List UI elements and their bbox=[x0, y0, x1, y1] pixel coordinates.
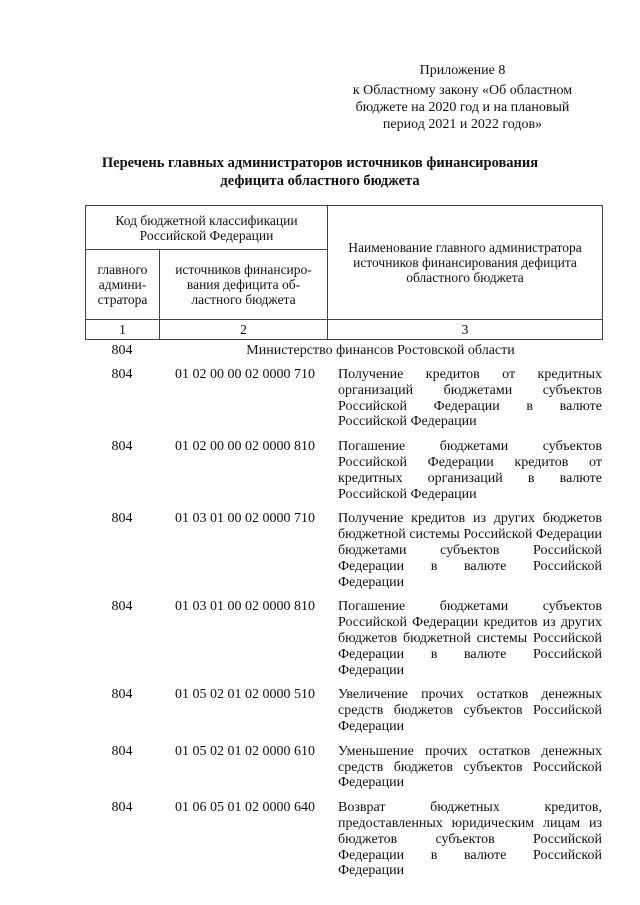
ministry-row bbox=[85, 343, 602, 359]
source-code: 01 03 01 00 02 0000 810 bbox=[175, 599, 315, 615]
header-sources-label: источников финансиро-вания дефицита об-ластного бюджета bbox=[175, 262, 312, 307]
ministry-name: Министерство финансов Ростовской области bbox=[246, 343, 515, 358]
source-name: Уменьшение прочих остатков денежных средств бюджетов субъектов Российской Федерации bbox=[338, 743, 602, 791]
document-title-line: дефицита областного бюджета bbox=[220, 173, 420, 189]
table-row bbox=[85, 687, 602, 734]
appendix-title: Приложение 8 bbox=[419, 63, 506, 78]
document-title-line: Перечень главных администраторов источников финансирования bbox=[101, 155, 539, 171]
header-sources-cell bbox=[160, 250, 328, 320]
source-name: Погашение бюджетами субъектов Российской Федерации кредитов из других бюджетов бюджетной системы Российской Федерации в валюте Российской Федерации bbox=[338, 599, 602, 678]
source-name: Увеличение прочих остатков денежных средств бюджетов субъектов Российской Федерации bbox=[338, 687, 602, 734]
table-row bbox=[85, 439, 602, 502]
source-name: Получение кредитов от кредитных организаций бюджетами субъектов Российской Федерации в валюте Российской Федерации bbox=[338, 367, 602, 430]
document-title bbox=[30, 154, 610, 190]
admin-code: 804 bbox=[111, 511, 133, 527]
admin-code: 804 bbox=[111, 743, 133, 759]
appendix-line: бюджете на 2020 год и на плановый bbox=[355, 100, 570, 115]
table-header bbox=[85, 205, 603, 340]
column-number: 3 bbox=[328, 320, 603, 340]
admin-code: 804 bbox=[111, 800, 133, 816]
source-code: 01 02 00 00 02 0000 810 bbox=[175, 439, 315, 455]
source-code: 01 02 00 00 02 0000 710 bbox=[175, 367, 315, 382]
table-row bbox=[85, 367, 602, 430]
admin-code: 804 bbox=[111, 439, 133, 455]
source-name: Получение кредитов из других бюджетов бюджетной системы Российской Федерации бюджетами субъектов Российской Федерации в валюте Российской Федерации bbox=[338, 511, 602, 590]
admin-code: 804 bbox=[111, 687, 133, 703]
admin-code: 804 bbox=[111, 367, 133, 382]
admin-code: 804 bbox=[111, 599, 133, 615]
table-row bbox=[85, 744, 602, 791]
column-number: 1 bbox=[86, 320, 160, 340]
header-name-label: Наименование главного администратора источников финансирования дефицита областного бюджета bbox=[348, 240, 582, 285]
table-row bbox=[85, 800, 602, 879]
source-name: Возврат бюджетных кредитов, предоставленных юридическим лицам из бюджетов субъектов Российской Федерации в валюте Российской Федерации bbox=[338, 800, 602, 879]
column-number: 2 bbox=[160, 320, 328, 340]
header-admin-cell bbox=[86, 250, 160, 320]
header-name-cell bbox=[328, 206, 603, 320]
header-group-cell bbox=[86, 206, 328, 250]
header-group-label: Код бюджетной классификации Российской Федерации bbox=[115, 212, 298, 243]
ministry-code: 804 bbox=[111, 343, 133, 358]
table-body bbox=[85, 343, 602, 888]
appendix-block bbox=[330, 62, 595, 133]
source-code: 01 05 02 01 02 0000 510 bbox=[175, 687, 315, 703]
source-code: 01 03 01 00 02 0000 710 bbox=[175, 511, 315, 527]
table-row bbox=[85, 511, 602, 590]
source-name: Погашение бюджетами субъектов Российской Федерации кредитов от кредитных организаций в валюте Российской Федерации bbox=[338, 439, 602, 502]
appendix-line: к Областному закону «Об областном bbox=[352, 83, 573, 98]
appendix-line: период 2021 и 2022 годов» bbox=[382, 117, 543, 132]
table-row bbox=[85, 599, 602, 678]
source-code: 01 05 02 01 02 0000 610 bbox=[175, 743, 315, 759]
header-admin-label: главного админи-стратора bbox=[97, 262, 148, 307]
source-code: 01 06 05 01 02 0000 640 bbox=[175, 800, 315, 816]
